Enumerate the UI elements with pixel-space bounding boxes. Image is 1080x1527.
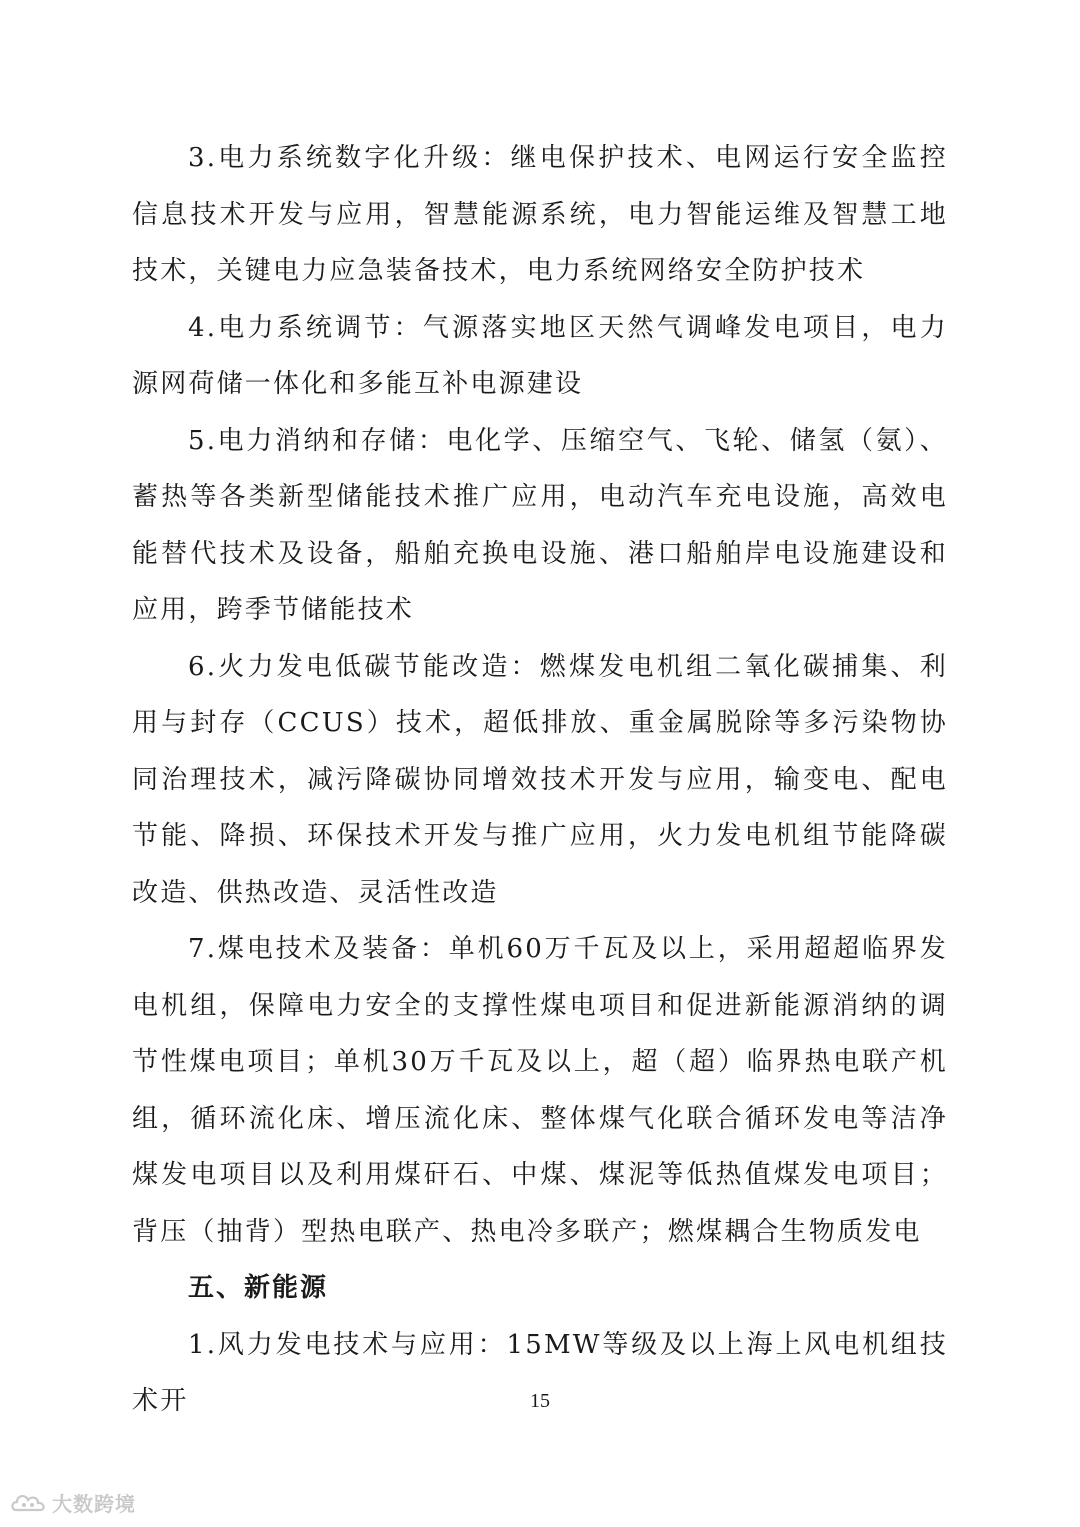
- section-heading: 五、新能源: [188, 1273, 329, 1303]
- paragraph-new-energy-1: 1.风力发电技术与应用：15MW等级及以上海上风电机组技术开: [132, 1329, 948, 1416]
- cloud-logo-icon: [10, 1490, 48, 1516]
- watermark: [10, 1488, 136, 1517]
- paragraph-item-5: 5.电力消纳和存储：电化学、压缩空气、飞轮、储氢（氨）、蓄热等各类新型储能技术推广应用，电动汽车充电设施，高效电能替代技术及设备，船舶充换电设施、港口船舶岸电设施建设和应用，跨季节储能技术: [132, 425, 948, 625]
- watermark-text: 大数跨境: [52, 1492, 136, 1516]
- paragraph-item-6: 6.火力发电低碳节能改造：燃煤发电机组二氧化碳捕集、利用与封存（CCUS）技术，超低排放、重金属脱除等多污染物协同治理技术，减污降碳协同增效技术开发与应用，输变电、配电节能、降损、环保技术开发与推广应用，火力发电机组节能降碳改造、供热改造、灵活性改造: [132, 651, 948, 908]
- paragraph-item-7: 7.煤电技术及装备：单机60万千瓦及以上，采用超超临界发电机组，保障电力安全的支撑性煤电项目和促进新能源消纳的调节性煤电项目；单机30万千瓦及以上，超（超）临界热电联产机组，循环流化床、增压流化床、整体煤气化联合循环发电等洁净煤发电项目以及利用煤矸石、中煤、煤泥等低热值煤发电项目；背压（抽背）型热电联产、热电冷多联产；燃煤耦合生物质发电: [132, 934, 948, 1247]
- paragraph-item-4: 4.电力系统调节：气源落实地区天然气调峰发电项目，电力源网荷储一体化和多能互补电源建设: [132, 312, 948, 399]
- page-number: 15: [530, 1390, 550, 1412]
- paragraph-item-3: 3.电力系统数字化升级：继电保护技术、电网运行安全监控信息技术开发与应用，智慧能源系统，电力智能运维及智慧工地技术，关键电力应急装备技术，电力系统网络安全防护技术: [132, 143, 948, 286]
- document-body: [132, 130, 948, 1430]
